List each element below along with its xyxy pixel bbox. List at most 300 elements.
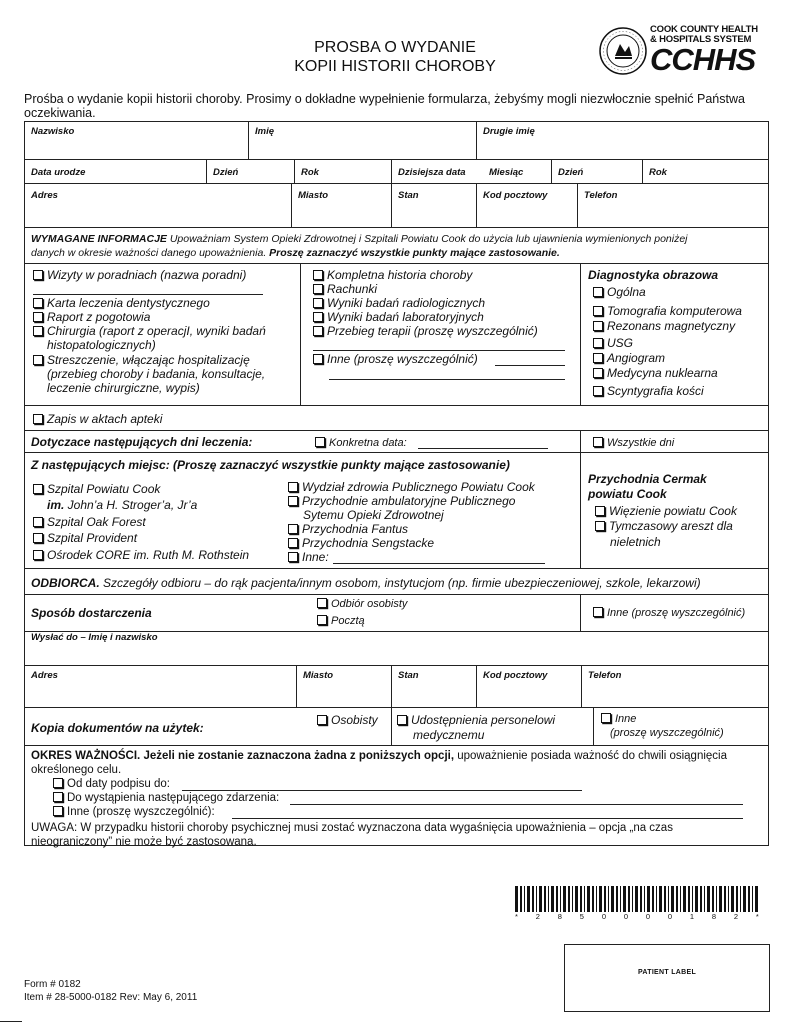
ambulatory-continuation: Sytemu Opieki Zdrowotnej — [303, 508, 444, 522]
note-line-2: nieograniczony” nie może być zastosowana. — [31, 836, 257, 848]
barcode-bar — [580, 886, 582, 912]
barcode-bar — [592, 886, 594, 912]
option-label: Szpital Powiatu Cook — [47, 482, 161, 496]
today-day-field[interactable] — [551, 160, 642, 183]
first-name-label: Imię — [255, 126, 275, 137]
barcode-bar — [611, 886, 614, 912]
birth-day-field[interactable] — [206, 160, 294, 183]
cchhs-logo — [650, 25, 770, 75]
barcode-bar — [700, 886, 702, 912]
item-number: Item # 28-5000-0182 Rev: May 6, 2011 — [24, 992, 198, 1003]
barcode-bar — [740, 886, 741, 912]
other-location-line[interactable] — [333, 563, 545, 564]
barcode-bar — [695, 886, 698, 912]
required-info-bold: Proszę zaznaczyć wszystkie punkty mające zastosowanie. — [269, 247, 560, 259]
checkbox-icon — [593, 306, 603, 316]
recipient-phone-field[interactable] — [581, 666, 769, 707]
cook-hospital-continuation — [47, 498, 197, 512]
intro-text: Prośba o wydanie kopii historii choroby. Prosimy o dokładne wypełnienie formularza, żebyśmy mogli niezwłocznie spełnić Państwa oczekiwania. — [24, 92, 745, 120]
option-label: Przychodnia Fantus — [302, 522, 409, 536]
checkbox-icon — [53, 792, 63, 802]
therapy-line[interactable] — [313, 350, 565, 351]
checkbox-icon — [53, 806, 63, 816]
validity-line-1 — [31, 749, 766, 763]
address-label: Adres — [31, 190, 58, 201]
checkbox-mri[interactable] — [593, 319, 735, 333]
checkbox-icon — [397, 715, 407, 725]
checkbox-icon — [593, 321, 603, 331]
checkbox-angiogram[interactable] — [593, 351, 665, 365]
checkbox-delivery-other[interactable] — [593, 607, 745, 620]
juvenile-continuation: nieletnich — [610, 535, 661, 549]
barcode-digit: * — [755, 912, 759, 921]
checkbox-public-health[interactable] — [288, 480, 535, 494]
county-seal-icon — [598, 26, 648, 76]
name-row — [25, 122, 768, 160]
locations-row — [25, 453, 768, 569]
specific-date-line[interactable] — [418, 448, 548, 449]
barcode-bar — [572, 886, 573, 912]
today-month-label: Miesiąc — [489, 167, 524, 178]
birth-date-label: Data urodze — [31, 167, 86, 178]
option-label: Wyniki badań laboratoryjnych — [327, 310, 484, 324]
summary-continuation-2: leczenie chirurgiczne, wypis) — [47, 381, 200, 395]
medical-staff-continuation: medycznemu — [413, 728, 485, 742]
checkbox-other-records[interactable] — [313, 352, 478, 366]
checkbox-oak-forest[interactable] — [33, 515, 146, 529]
zip-label: Kod pocztowy — [483, 190, 548, 201]
today-year-field[interactable] — [642, 160, 769, 183]
option-label: Przychodnie ambulatoryjne Publicznego — [302, 494, 516, 508]
middle-name-label: Drugie imię — [483, 126, 535, 137]
barcode-bar — [704, 886, 705, 912]
option-label: Kompletna historia choroby — [327, 268, 473, 282]
checkbox-ct[interactable] — [593, 304, 742, 318]
checkbox-bone-scan[interactable] — [593, 384, 704, 398]
required-info-line-2 — [31, 247, 560, 260]
checkbox-icon — [33, 312, 43, 322]
checkbox-icon — [33, 355, 43, 365]
checkbox-icon — [33, 550, 43, 560]
option-label: Tymczasowy areszt dla — [609, 519, 733, 533]
checkbox-bills[interactable] — [313, 282, 377, 296]
checkbox-icon — [313, 298, 323, 308]
city-field[interactable] — [291, 184, 391, 227]
barcode-bar — [599, 886, 602, 912]
barcode-bar — [644, 886, 645, 912]
checkbox-icon — [288, 538, 298, 548]
surgery-continuation: histopatologicznych) — [47, 338, 156, 352]
checkbox-jail[interactable] — [595, 504, 737, 518]
logo-line-2: & HOSPITALS SYSTEM — [650, 34, 752, 45]
barcode-bar — [688, 886, 690, 912]
zip-field[interactable] — [476, 184, 577, 227]
checkbox-icon — [593, 437, 603, 447]
birth-day-label: Dzień — [213, 167, 239, 178]
option-label: Streszczenie, włączając hospitalizację — [47, 353, 250, 367]
barcode-bar — [656, 886, 657, 912]
recipient-details: Szczegóły odbioru – do rąk pacjenta/innym osobom, instytucjom (np. firmie ubezpieczeniowej, szkole, lekarzowi) — [99, 576, 701, 590]
option-label: Szpital Oak Forest — [47, 515, 146, 529]
checkbox-all-days[interactable] — [593, 437, 674, 450]
checkbox-therapy[interactable] — [313, 324, 538, 338]
checkbox-usg[interactable] — [593, 336, 633, 350]
recipient-address-row — [25, 666, 768, 708]
checkbox-lab-results[interactable] — [313, 310, 484, 324]
option-label: Osobisty — [331, 713, 378, 727]
option-label: Wszystkie dni — [607, 437, 675, 449]
barcode-bar — [716, 886, 717, 912]
barcode-bar — [520, 886, 522, 912]
barcode-bar — [527, 886, 530, 912]
barcode-bar — [568, 886, 570, 912]
barcode-bar — [575, 886, 578, 912]
date-row — [25, 160, 768, 184]
checkbox-mail[interactable] — [317, 615, 365, 628]
checkbox-icon — [33, 270, 43, 280]
barcode-bar — [748, 886, 750, 912]
checkbox-icon — [315, 437, 325, 447]
state-label: Stan — [398, 190, 419, 201]
barcode-bar — [752, 886, 753, 912]
barcode-bar — [680, 886, 681, 912]
checkbox-icon — [288, 552, 298, 562]
checkbox-er-report[interactable] — [33, 310, 150, 324]
barcode-bar — [584, 886, 585, 912]
barcode-bar — [683, 886, 686, 912]
barcode-bar — [647, 886, 650, 912]
checkbox-icon — [33, 484, 43, 494]
send-to-row[interactable] — [25, 632, 768, 666]
checkbox-nuclear[interactable] — [593, 366, 718, 380]
option-label: Angiogram — [607, 351, 666, 365]
checkbox-icon — [288, 524, 298, 534]
checkbox-icon — [53, 778, 63, 788]
note-line-1: UWAGA: W przypadku historii choroby psychicznej musi zostać wyznaczona data wygaśnięcia upoważnienia – opcja „na czas — [31, 822, 673, 834]
option-label: Wizyty w poradniach (nazwa poradni) — [47, 268, 247, 282]
barcode-bar — [556, 886, 558, 912]
validity-label: OKRES WAŻNOŚCI. Jeżeli nie zostanie zaznaczona żadna z poniższych opcji, — [31, 750, 455, 762]
barcode-bar — [668, 886, 669, 912]
checkbox-radiology[interactable] — [313, 296, 485, 310]
option-label: Inne (proszę wyszczególnić): — [67, 806, 215, 818]
validity-other-line[interactable] — [232, 818, 743, 819]
barcode-bar — [712, 886, 714, 912]
checkbox-until-date[interactable] — [53, 777, 170, 791]
today-date-field[interactable] — [391, 160, 551, 183]
checkbox-pharmacy[interactable] — [33, 412, 162, 426]
required-info-row — [25, 228, 768, 264]
checkbox-icon — [313, 270, 323, 280]
barcode-bar — [596, 886, 597, 912]
barcode-bar — [587, 886, 590, 912]
barcode-digit: 0 — [601, 912, 606, 921]
option-label: Przebieg terapii (proszę wyszczególnić) — [327, 324, 538, 338]
checkbox-cook-hospital[interactable] — [33, 482, 160, 496]
validity-text: upoważnienie posiada ważność do chwili osiągnięcia — [454, 750, 728, 762]
checkbox-icon — [595, 506, 605, 516]
surname-label: Nazwisko — [31, 126, 75, 137]
option-label: Rezonans magnetyczny — [607, 319, 736, 333]
checkbox-icon — [601, 713, 611, 723]
checkbox-icon — [595, 521, 605, 531]
checkbox-fantus[interactable] — [288, 522, 408, 536]
phone-field[interactable] — [577, 184, 769, 227]
required-info-text-2: danych w okresie ważności danego upoważnienia. — [31, 247, 270, 259]
until-event-line[interactable] — [290, 804, 743, 805]
checkbox-personal-use[interactable] — [317, 713, 378, 727]
barcode-bar — [692, 886, 693, 912]
barcode-digit: 1 — [689, 912, 695, 921]
checkbox-juvenile[interactable] — [595, 519, 733, 533]
barcode-digit: 8 — [711, 912, 717, 921]
barcode-bar — [671, 886, 674, 912]
validity-section — [31, 749, 766, 777]
checkbox-icon — [313, 284, 323, 294]
option-label: Udostępnienia personelowi — [411, 713, 556, 727]
option-label: Wydział zdrowia Publicznego Powiatu Cook — [302, 480, 535, 494]
option-label: Inne: — [302, 550, 329, 564]
recipient-zip-field[interactable] — [476, 666, 581, 707]
barcode-bar — [620, 886, 621, 912]
recipient-phone-label: Telefon — [588, 670, 622, 681]
checkbox-icon — [313, 354, 323, 364]
checkbox-icon — [33, 533, 43, 543]
barcode-bar — [755, 886, 758, 912]
copies-label: Kopia dokumentów na użytek: — [31, 721, 204, 735]
option-label: Rachunki — [327, 282, 378, 296]
checkbox-clinic-visits[interactable] — [33, 268, 246, 282]
barcode-bar — [628, 886, 630, 912]
barcode-bar — [635, 886, 638, 912]
barcode-bar — [532, 886, 534, 912]
required-info-line-1 — [31, 233, 688, 246]
checkbox-surgery[interactable] — [33, 324, 266, 338]
address-row — [25, 184, 768, 228]
barcode-bar — [544, 886, 546, 912]
title-line-1: PROSBA O WYDANIE — [314, 39, 476, 56]
send-to-label: Wysłać do – Imię i nazwisko — [31, 632, 158, 643]
option-label: Inne — [615, 713, 637, 725]
option-label: Konkretna data: — [329, 437, 407, 449]
treatment-days-label: Dotyczace następujących dni leczenia: — [31, 435, 253, 449]
option-label: Do wystąpienia następującego zdarzenia: — [67, 792, 280, 804]
checkbox-icon — [317, 598, 327, 608]
option-label: Pocztą — [331, 615, 365, 627]
checkbox-icon — [288, 496, 298, 506]
other-records-line-1[interactable] — [495, 365, 565, 366]
cermak-title-2: powiatu Cook — [588, 487, 667, 501]
barcode-bar — [551, 886, 554, 912]
option-label: Wyniki badań radiologicznych — [327, 296, 486, 310]
checkbox-icon — [593, 386, 603, 396]
checkbox-dental[interactable] — [33, 296, 210, 310]
phone-label: Telefon — [584, 190, 618, 201]
form-title — [250, 38, 540, 76]
option-label: Raport z pogotowia — [47, 310, 151, 324]
today-day-label: Dzień — [558, 167, 584, 178]
barcode-bar — [616, 886, 618, 912]
barcode-bar — [728, 886, 729, 912]
checkbox-icon — [33, 298, 43, 308]
barcode-bar — [536, 886, 537, 912]
checkbox-core-center[interactable] — [33, 548, 249, 562]
checkbox-copies-other[interactable] — [601, 713, 636, 726]
required-info-label: WYMAGANE INFORMACJE — [31, 233, 167, 245]
checkbox-icon — [317, 715, 327, 725]
option-label: Od daty podpisu do: — [67, 778, 170, 790]
checkbox-icon — [313, 326, 323, 336]
barcode-bar — [548, 886, 549, 912]
option-label: Chirurgia (raport z operacjI, wyniki badań — [47, 324, 266, 338]
barcode-bar — [560, 886, 561, 912]
patient-label-text: PATIENT LABEL — [637, 969, 697, 976]
barcode-number — [515, 912, 759, 921]
barcode-digit: 2 — [535, 912, 540, 921]
form-number: Form # 0182 — [24, 979, 81, 990]
barcode-bar — [640, 886, 642, 912]
barcode-bar — [608, 886, 609, 912]
copies-row — [25, 708, 768, 746]
barcode-digit: 5 — [579, 912, 584, 921]
logo-line-1: COOK COUNTY HEALTH — [650, 24, 758, 35]
patient-label-box — [564, 944, 770, 1012]
barcode-bar — [524, 886, 525, 912]
checkbox-icon — [593, 287, 603, 297]
barcode-digit: 2 — [733, 912, 739, 921]
barcode-digit: 0 — [645, 912, 651, 921]
checkbox-medical-staff[interactable] — [397, 713, 555, 727]
recipient-zip-label: Kod pocztowy — [483, 670, 548, 681]
option-label: Odbiór osobisty — [331, 598, 408, 610]
barcode-bar — [743, 886, 746, 912]
record-types-row — [25, 264, 768, 406]
locations-label: Z następujących miejsc: (Proszę zaznaczyć wszystkie punkty mające zastosowanie) — [31, 458, 510, 472]
option-label: Ośrodek CORE im. Ruth M. Rothstein — [47, 548, 250, 562]
first-name-field[interactable] — [248, 122, 476, 159]
birth-year-field[interactable] — [294, 160, 391, 183]
barcode-bar — [652, 886, 654, 912]
state-field[interactable] — [391, 184, 476, 227]
checkbox-summary[interactable] — [33, 353, 250, 367]
recipient-state-field[interactable] — [391, 666, 476, 707]
cermak-title-1: Przychodnia Cermak — [588, 472, 707, 486]
checkbox-icon — [288, 482, 298, 492]
stroger-name: John’a H. Stroger’a, Jr’a — [64, 498, 198, 512]
summary-continuation-1: (przebieg choroby i badania, konsultacje, — [47, 367, 266, 381]
today-year-label: Rok — [649, 167, 667, 178]
option-label: Tomografia komputerowa — [607, 304, 742, 318]
checkbox-icon — [593, 607, 603, 617]
imaging-title: Diagnostyka obrazowa — [588, 268, 719, 282]
checkbox-specific-date[interactable] — [315, 437, 407, 450]
copies-other-continuation: (proszę wyszczególnić) — [610, 727, 724, 739]
barcode-bar — [632, 886, 633, 912]
delivery-label: Sposób dostarczenia — [31, 606, 152, 620]
barcode-bar — [736, 886, 738, 912]
middle-name-field[interactable] — [476, 122, 769, 159]
checkbox-icon — [33, 414, 43, 424]
birth-year-label: Rok — [301, 167, 319, 178]
checkbox-provident[interactable] — [33, 531, 137, 545]
request-form — [24, 121, 769, 846]
option-label: Inne (proszę wyszczególnić) — [327, 352, 478, 366]
recipient-address-label: Adres — [31, 670, 58, 681]
recipient-state-label: Stan — [398, 670, 419, 681]
checkbox-other-location[interactable] — [288, 550, 329, 564]
checkbox-pickup[interactable] — [317, 598, 407, 611]
clinic-name-line[interactable] — [33, 294, 263, 295]
barcode-bar — [676, 886, 678, 912]
checkbox-icon — [593, 353, 603, 363]
logo-mark: CCHHS — [650, 42, 756, 77]
checkbox-ambulatory[interactable] — [288, 494, 515, 508]
pharmacy-row — [25, 406, 768, 431]
im-prefix: im. — [47, 498, 65, 512]
option-label: Szpital Provident — [47, 531, 138, 545]
barcode-digit: * — [515, 912, 518, 921]
other-records-line-2[interactable] — [329, 379, 565, 380]
barcode-bar — [604, 886, 606, 912]
recipient-city-field[interactable] — [296, 666, 391, 707]
checkbox-icon — [593, 368, 603, 378]
barcode-digit: 0 — [623, 912, 628, 921]
checkbox-sengstacke[interactable] — [288, 536, 434, 550]
barcode-bar — [563, 886, 566, 912]
delivery-row — [25, 595, 768, 632]
barcode-bar — [515, 886, 518, 912]
today-date-label: Dzisiejsza data — [398, 167, 466, 178]
checkbox-validity-other[interactable] — [53, 805, 215, 819]
option-label: Zapis w aktach apteki — [47, 412, 163, 426]
barcode-bar — [623, 886, 626, 912]
option-label: Ogólna — [607, 285, 646, 299]
option-label: Karta leczenia dentystycznego — [47, 296, 210, 310]
option-label: Inne (proszę wyszczególnić) — [607, 607, 746, 619]
checkbox-icon — [593, 338, 603, 348]
checkbox-complete-history[interactable] — [313, 268, 472, 282]
barcode-bar — [724, 886, 726, 912]
title-line-2: KOPII HISTORII CHOROBY — [294, 58, 496, 75]
form-footer — [24, 978, 197, 1004]
barcode-bar — [731, 886, 734, 912]
option-label: Scyntygrafia kości — [607, 384, 704, 398]
checkbox-icon — [317, 615, 327, 625]
barcode-bar — [539, 886, 542, 912]
checkbox-imaging-general[interactable] — [593, 285, 646, 299]
barcode-digit: 0 — [667, 912, 673, 921]
checkbox-icon — [313, 312, 323, 322]
option-label: USG — [607, 336, 634, 350]
checkbox-icon — [33, 517, 43, 527]
option-label: Więzienie powiatu Cook — [609, 504, 737, 518]
treatment-days-row — [25, 431, 768, 453]
recipient-text — [31, 576, 701, 590]
barcode-bar — [659, 886, 662, 912]
barcode-digit: 8 — [557, 912, 562, 921]
validity-note — [31, 821, 673, 849]
validity-line-2: określonego celu. — [31, 764, 122, 776]
option-label: Przychodnia Sengstacke — [302, 536, 435, 550]
required-info-text-1: Upoważniam System Opieki Zdrowotnej i Szpitali Powiatu Cook do użycia lub ujawnienia wymienionych poniżej — [166, 233, 688, 245]
option-label: Medycyna nuklearna — [607, 366, 718, 380]
barcode-bar — [664, 886, 666, 912]
city-label: Miasto — [298, 190, 329, 201]
checkbox-icon — [33, 326, 43, 336]
barcode-bar — [719, 886, 722, 912]
checkbox-until-event[interactable] — [53, 791, 279, 805]
barcode-icon — [515, 886, 759, 912]
